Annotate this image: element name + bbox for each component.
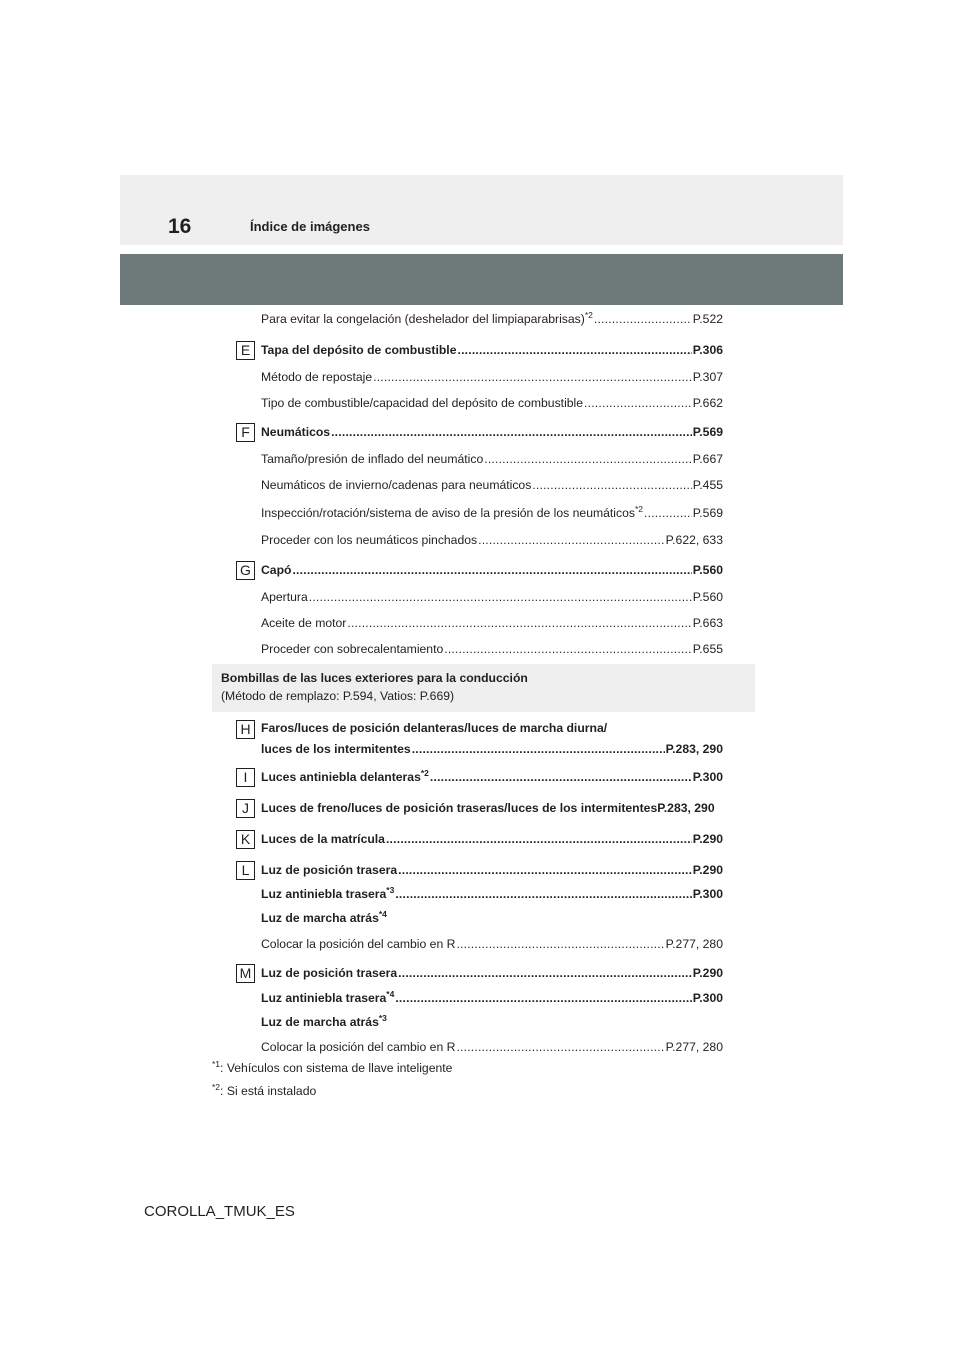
letter-badge-i: I: [236, 768, 255, 787]
footnote-1: $^{*1}$: Vehículos con sistema de llave inteligente: [212, 1059, 453, 1075]
entry-tire-pressure: Tamaño/presión de inflado del neumático ..... P.667: [261, 452, 723, 467]
page-number: 16: [168, 215, 192, 238]
entry-hood: Capó ..... P.560: [261, 563, 723, 578]
entry-front-fog: Luces antiniebla delanteras$^{*2}$ ..... P.300: [261, 770, 723, 785]
letter-badge-l: L: [236, 861, 255, 880]
letter-badge-e: E: [236, 341, 255, 360]
letter-badge-g: G: [236, 561, 255, 580]
entry-deicer: Para evitar la congelación (deshelador del limpiaparabrisas)$^{*2}$ ..... P.522: [261, 312, 723, 327]
entry-license-plate: Luces de la matrícula ..... P.290: [261, 832, 723, 847]
entry-overheating: Proceder con sobrecalentamiento ..... P.655: [261, 642, 723, 657]
letter-badge-m: M: [236, 964, 255, 983]
header-band: [120, 254, 843, 305]
footnote-2: $^{*2}$: Si está instalado: [212, 1082, 317, 1098]
entry-rear-fog: Luz antiniebla trasera$^{*3}$ ..... P.300: [261, 887, 723, 902]
section-title: Índice de imágenes: [250, 219, 370, 234]
line-brake-lights: Luces de freno/luces de posición traseras/luces de los intermitentesP.283, 290: [261, 801, 715, 815]
info-box-title: Bombillas de las luces exteriores para la conducción: [221, 671, 528, 685]
entry-rear-fog-m: Luz antiniebla trasera$^{*4}$ ..... P.300: [261, 991, 723, 1006]
info-box-subtitle: (Método de remplazo: P.594, Vatios: P.669): [221, 689, 455, 703]
entry-opening: Apertura ..... P.560: [261, 590, 723, 605]
line-reverse-light: Luz de marcha atrás$^{*4}$: [261, 909, 387, 925]
header-background: [120, 175, 843, 245]
document-code: COROLLA_TMUK_ES: [144, 1203, 295, 1220]
entry-turn-signals: luces de los intermitentes ..... P.283, 290: [261, 742, 723, 757]
line-headlights: Faros/luces de posición delanteras/luces de marcha diurna/: [261, 721, 608, 735]
entry-refueling: Método de repostaje ..... P.307: [261, 370, 723, 385]
entry-flat-tire: Proceder con los neumáticos pinchados ..... P.622, 633: [261, 533, 723, 548]
entry-tires: Neumáticos ..... P.569: [261, 425, 723, 440]
entry-reverse-shift-m: Colocar la posición del cambio en R ..... P.277, 280: [261, 1040, 723, 1055]
entry-engine-oil: Aceite de motor ..... P.663: [261, 616, 723, 631]
letter-badge-k: K: [236, 830, 255, 849]
letter-badge-f: F: [236, 423, 255, 442]
entry-tail-light-m: Luz de posición trasera ..... P.290: [261, 966, 723, 981]
entry-tail-light: Luz de posición trasera ..... P.290: [261, 863, 723, 878]
line-reverse-light-m: Luz de marcha atrás$^{*3}$: [261, 1013, 387, 1029]
bulbs-info-box: [212, 664, 755, 712]
letter-badge-h: H: [236, 720, 255, 739]
entry-reverse-shift: Colocar la posición del cambio en R ..... P.277, 280: [261, 937, 723, 952]
letter-badge-j: J: [236, 799, 255, 818]
entry-fuel-door: Tapa del depósito de combustible ..... P.306: [261, 343, 723, 358]
entry-winter-tires: Neumáticos de invierno/cadenas para neumáticos ..... P.455: [261, 478, 723, 493]
entry-fuel-type: Tipo de combustible/capacidad del depósito de combustible ..... P.662: [261, 396, 723, 411]
entry-tire-inspection: Inspección/rotación/sistema de aviso de la presión de los neumáticos$^{*2}$ ..... P.569: [261, 506, 723, 521]
